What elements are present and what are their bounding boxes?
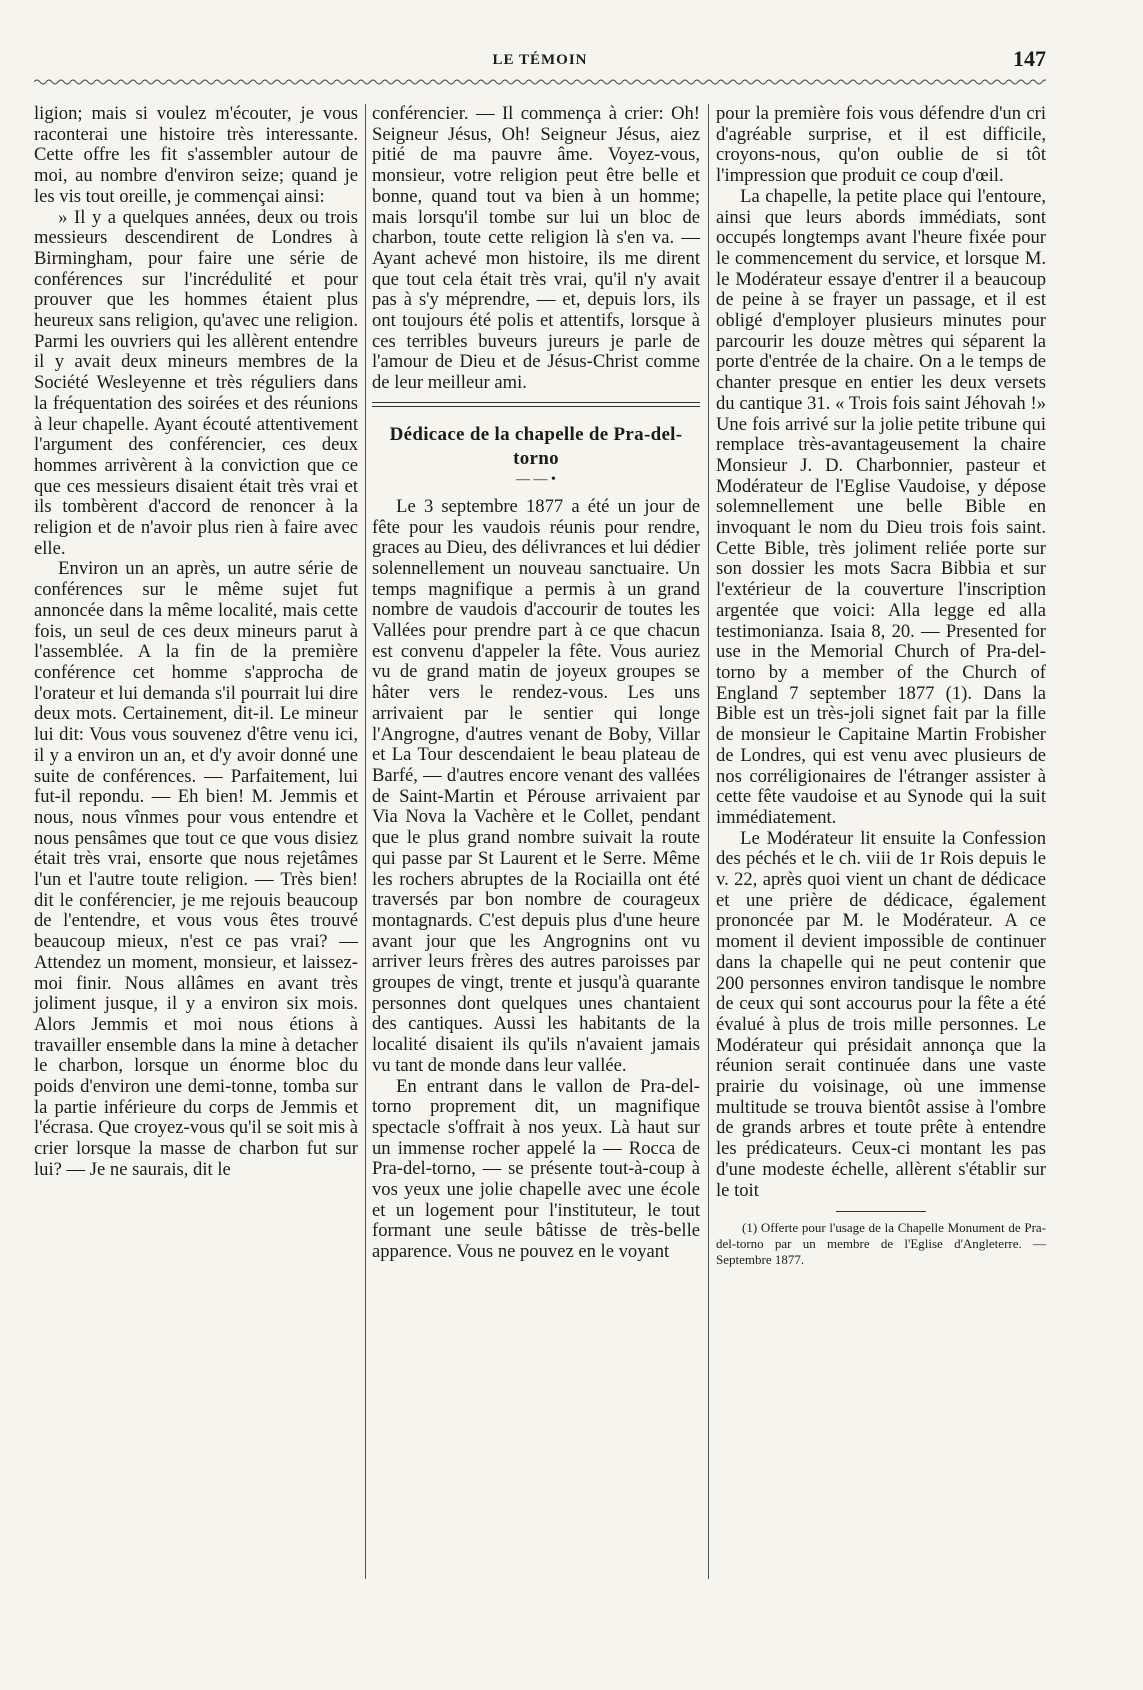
column-divider-1	[365, 104, 366, 1579]
paragraph: Le Modérateur lit ensuite la Confession des péchés et le ch. viii de 1r Rois depuis le v. 22, après quoi vient un chant de dédicace et une prière de dédicace, également prononcée par M. le Modérateur. A ce moment il devient impossible de continuer dans la chapelle qui ne peut contenir que 200 personnes environ tandisque le nombre de ceux qui sont accourus pour la fête a été évalué à plus de trois mille personnes. Le Modérateur qui présidait annonça que la réunion serait continuée dans une vaste prairie du voisinage, où une immense multitude se trouva bientôt assise à l'ombre de grands arbres et toute prête à entendre les prédicateurs. Ceux-ci montant les pas d'une modeste échelle, allèrent s'établir sur le toit	[716, 827, 1046, 1201]
footnote: (1) Offerte pour l'usage de la Chapelle Monument de Pra-del-torno par un membre de l'Eglise d'Angleterre. — Septembre 1877.	[716, 1220, 1046, 1268]
page-header	[34, 44, 1046, 72]
paragraph: La chapelle, la petite place qui l'entoure, ainsi que leurs abords immédiats, sont occupés longtemps avant l'heure fixée pour le commencement du service, et lorsque M. le Modérateur essaye d'entrer il a beaucoup de peine à se frayer un passage, et il est obligé d'employer plusieurs minutes pour parcourir les douze mètres qui séparent la porte d'entrée de la chaire. On a le temps de chanter presque en entier les deux versets du cantique 31. « Trois fois saint Jéhovah !» Une fois arrivé sur la jolie petite tribune qui remplace très-avantageusement la chaire Monsieur J. D. Charbonnier, pasteur et Modérateur de l'Eglise Vaudoise, y dépose solemnellement une belle Bible en invoquant le nom du Dieu trois fois saint. Cette Bible, très joliment reliée porte sur son dossier les mots Sacra Bibbia et sur l'extérieur de la couverture l'inscription argentée que voici: Alla legge ed alla testimonianza. Isaia 8, 20. — Presented for use in the Memorial Church of Pra-del-torno by a member of the Church of England 7 september 1877 (1). Dans la Bible est un très-joli signet fait par la fille de monsieur le Capitaine Martin Frobisher de Londres, qui est venu avec plusieurs de nos corréligionaires de l'étranger assister à cette fête vaudoise et au Synode qui la suit immédiatement.	[716, 185, 1046, 828]
journal-title: LE TÉMOIN	[492, 52, 588, 68]
column-1	[34, 104, 358, 1181]
paragraph: conférencier. — Il commença à crier: Oh! Seigneur Jésus, Oh! Seigneur Jésus, aiez pitié de ma pauvre âme. Voyez-vous, monsieur, votre religion peut être belle et bonne, quand tout va bien à un homme; mais lorsqu'il tombe sur lui un bloc de charbon, toute cette religion là s'en va. — Ayant achevé mon histoire, ils me dirent que tout cela était très vrai, qu'il n'y avait pas à s'y méprendre, — et, depuis lors, ils ont toujours été polis et attentifs, lorsque à ces terribles buveurs jureurs je parle de l'amour de Dieu et de Jésus-Christ comme de leur meilleur ami.	[372, 103, 700, 394]
column-3	[716, 104, 1046, 1268]
paragraph: Le 3 septembre 1877 a été un jour de fête pour les vaudois réunis pour rendre, graces au Dieu, des délivrances et lui dédier solennellement un nouveau sanctuaire. Un temps magnifique a permis à un grand nombre de vaudois d'accourir de toutes les Vallées pour prendre part à ce que chacun est convenu d'appeler la fête. Vous auriez vu de grand matin de joyeux groupes se hâter vers le rendez-vous. Les uns arrivaient par le sentier qui longe l'Angrogne, d'autres venant de Boby, Villar et La Tour descendaient le beau plateau de Barfé, — d'autres encore venant des vallées de Saint-Martin et Pérouse arrivaient par Via Nova la Vachère et le Collet, pendant que le plus grand nombre suivait la route qui passe par St Laurent et le Serre. Même les rochers abruptes de la Rociailla ont été traversés par bon nombre de courageux montagnards. C'est depuis plus d'une heure avant jour que les Angrognins ont vu arriver leurs frères des autres paroisses par groupes de vingt, trente et jusqu'à quarante personnes dont quelques unes chantaient des cantiques. Aussi les habitants de la localité disaient ils qu'ils n'avaient jamais vu tant de monde dans leur vallée.	[372, 495, 700, 1076]
header-wavy-rule	[34, 78, 1046, 86]
column-2	[372, 104, 700, 1263]
section-title: Dédicace de la chapelle de Pra-del-torno	[389, 423, 683, 469]
paragraph: ligion; mais si voulez m'écouter, je vous raconterai une histoire très interessante. Cette offre les fit s'assembler autour de moi, au nombre d'environ seize; quand je les vis tout oreille, je commençai ainsi:	[34, 103, 358, 207]
paragraph: » Il y a quelques années, deux ou trois messieurs descendirent de Londres à Birmingham, pour faire une série de conférences sur l'incrédulité et pour prouver que les hommes étaient plus heureux sans religion, qu'avec une religion. Parmi les ouvriers qui les allèrent entendre il y avait deux mineurs membres de la Société Wesleyenne et très réguliers dans la fréquentation des soirées et des réunions à leur chapelle. Ayant écouté attentivement l'argument des conférencier, ces deux hommes arrivèrent à la conviction que ce que ces messieurs disaient était très vrai et ils tombèrent d'accord de renoncer à la religion et de n'avoir plus rien à faire avec elle.	[34, 206, 358, 559]
footnote-rule	[836, 1211, 926, 1212]
column-divider-2	[708, 104, 709, 1579]
paragraph: En entrant dans le vallon de Pra-del-torno proprement dit, un magnifique spectacle s'offrait à nos yeux. Là haut sur un immense rocher appelé la — Rocca de Pra-del-torno, — se présente tout-à-coup à vos yeux une jolie chapelle avec une école et un logement pour l'instituteur, le tout formant une seule bâtisse de très-belle apparence. Vous ne pouvez en le voyant	[372, 1075, 700, 1263]
title-ornament: — — •	[516, 471, 556, 487]
page-number: 147	[1013, 46, 1046, 71]
paragraph: pour la première fois vous défendre d'un cri d'agréable surprise, et il est difficile, croyons-nous, qu'on oublie de si tôt l'impression que produit ce coup d'œil.	[716, 103, 1046, 187]
paragraph: Environ un an après, un autre série de conférences sur le même sujet fut annoncée dans la même localité, mais cette fois, un seul de ces deux mineurs parut à l'assemblée. A la fin de la première conférence cet homme s'approcha de l'orateur et lui demanda s'il pourrait lui dire deux mots. Certainement, dit-il. Le mineur lui dit: Vous vous souvenez d'être venu ici, il y a environ un an, et d'y avoir donné une suite de conférences. — Parfaitement, lui fut-il repondu. — Eh bien! M. Jemmis et nous, nous vînmes pour vous entendre et nous pensâmes que tout ce que vous disiez était très vrai, ensorte que nous rejetâmes l'un et l'autre toute religion. — Très bien! dit le conférencier, je me rejouis beaucoup de l'entendre, et vous vous êtes trouvé beaucoup mieux, n'est ce pas vrai? — Attendez un moment, monsieur, et laissez-moi finir. Nous allâmes en avant très joliment jusque, il y a environ six mois. Alors Jemmis et moi nous étions à travailler ensemble dans la mine à detacher le charbon, lorsque un énorme bloc du poids d'environ une demi-tonne, tomba sur la partie inférieure du corps de Jemmis et l'écrasa. Que croyez-vous qu'il se soit mis à crier lorsque la masse de charbon fut sur lui? — Je ne saurais, dit le	[34, 558, 358, 1180]
section-divider	[372, 402, 700, 407]
